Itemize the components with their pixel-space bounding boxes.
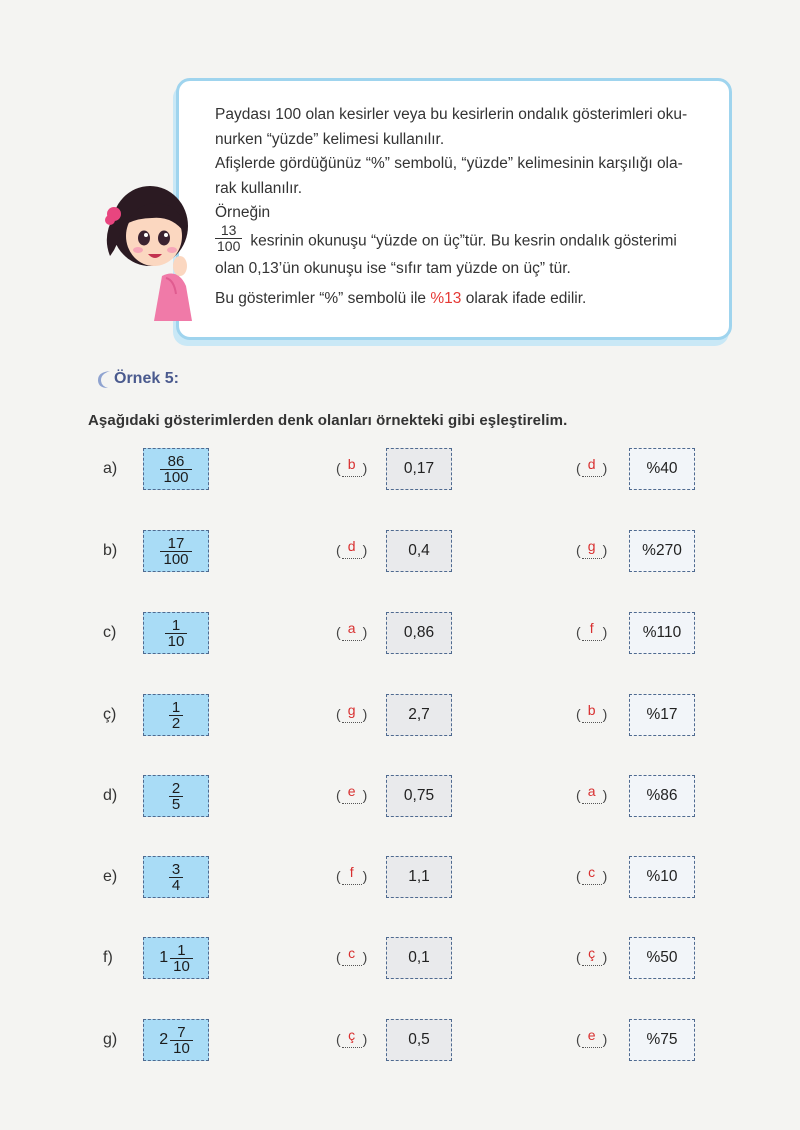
- percent-value: %110: [642, 624, 682, 641]
- fraction: [160, 454, 191, 485]
- row-label: e): [103, 868, 118, 885]
- row-label: g): [103, 1031, 118, 1048]
- numerator: 2: [171, 779, 181, 797]
- percent-answer: e: [581, 1028, 603, 1042]
- numerator: 17: [167, 534, 185, 552]
- percent-answer: c: [581, 865, 603, 879]
- percent-value: %10: [646, 868, 678, 885]
- fraction-value: [165, 618, 188, 649]
- fraction-box: [143, 856, 209, 898]
- percent-answer: g: [581, 539, 603, 553]
- info-line-8-pre: Bu gösterimler “%” sembolü ile: [215, 290, 427, 307]
- girl-illustration: [100, 176, 196, 321]
- percent-value: %86: [646, 787, 678, 804]
- percent-box: [629, 448, 695, 490]
- fraction: [160, 536, 191, 567]
- info-line-1: Paydası 100 olan kesirler veya bu kesirlerin ondalık gösterimleri oku-: [215, 106, 688, 123]
- decimal-value: 2,7: [408, 706, 430, 723]
- denominator: 4: [169, 877, 183, 893]
- percent-box: [629, 937, 695, 979]
- percent-example: %13: [430, 290, 462, 307]
- decimal-box: [386, 1019, 452, 1061]
- row-label: b): [103, 542, 118, 559]
- fraction-box: [143, 775, 209, 817]
- example-numerator: 13: [220, 221, 237, 238]
- decimal-answer-slot[interactable]: ( b ): [336, 456, 368, 476]
- percent-box: [629, 694, 695, 736]
- fraction-value: [160, 454, 191, 485]
- decimal-answer-slot[interactable]: ( e ): [336, 783, 368, 803]
- fraction: [169, 862, 183, 893]
- decimal-answer: d: [341, 539, 363, 553]
- decimal-value: 0,5: [408, 1031, 430, 1048]
- denominator: 5: [169, 796, 183, 812]
- denominator: 2: [169, 715, 183, 731]
- info-example-line: [215, 221, 715, 257]
- percent-value: %75: [646, 1031, 678, 1048]
- numerator: 3: [171, 860, 181, 878]
- example-denominator: 100: [217, 237, 241, 254]
- whole-part: 2: [159, 1031, 169, 1048]
- numerator: 1: [171, 616, 181, 634]
- percent-box: [629, 856, 695, 898]
- decimal-value: 0,1: [408, 949, 430, 966]
- info-line-5: Örneğin: [215, 204, 271, 221]
- fraction-value: [169, 700, 183, 731]
- decimal-box: [386, 612, 452, 654]
- info-box: [176, 78, 732, 340]
- percent-answer-slot[interactable]: ( f ): [576, 620, 608, 640]
- decimal-value: 0,75: [403, 787, 435, 804]
- numerator: 7: [177, 1023, 186, 1041]
- row-label: c): [103, 624, 117, 641]
- percent-value: %50: [646, 949, 678, 966]
- decimal-value: 0,17: [403, 460, 435, 477]
- decimal-box: [386, 448, 452, 490]
- decimal-answer-slot[interactable]: ( f ): [336, 864, 368, 884]
- fraction-value: [169, 781, 183, 812]
- decimal-answer-slot[interactable]: ( c ): [336, 945, 368, 965]
- percent-answer-slot[interactable]: ( c ): [576, 864, 608, 884]
- row-label: ç): [103, 706, 117, 723]
- decimal-answer-slot[interactable]: ( ç ): [336, 1027, 368, 1047]
- percent-box: [629, 1019, 695, 1061]
- fraction-value: [159, 1025, 193, 1056]
- percent-answer-slot[interactable]: ( ç ): [576, 945, 608, 965]
- info-line-8-post: olarak ifade edilir.: [465, 290, 587, 307]
- decimal-value: 0,86: [403, 624, 435, 641]
- percent-answer-slot[interactable]: ( g ): [576, 538, 608, 558]
- percent-answer: d: [581, 457, 603, 471]
- swoosh-icon: [96, 368, 112, 390]
- percent-value: %40: [646, 460, 678, 477]
- percent-answer: f: [581, 621, 603, 635]
- percent-box: [629, 612, 695, 654]
- fraction: [165, 618, 188, 649]
- decimal-answer: e: [341, 784, 363, 798]
- fraction-value: [160, 536, 191, 567]
- decimal-answer-slot[interactable]: ( a ): [336, 620, 368, 640]
- denominator: 100: [160, 469, 191, 485]
- row-label: d): [103, 787, 118, 804]
- percent-answer-slot[interactable]: ( a ): [576, 783, 608, 803]
- fraction-box: [143, 1019, 209, 1061]
- percent-value: %17: [646, 706, 678, 723]
- numerator: 1: [177, 941, 186, 959]
- denominator: 100: [160, 551, 191, 567]
- example-heading-text: Örnek 5:: [114, 370, 179, 387]
- decimal-box: [386, 937, 452, 979]
- fraction-box: [143, 448, 209, 490]
- row-label: f): [103, 949, 113, 966]
- percent-answer: a: [581, 784, 603, 798]
- decimal-answer-slot[interactable]: ( d ): [336, 538, 368, 558]
- fraction: [170, 943, 193, 974]
- decimal-box: [386, 530, 452, 572]
- denominator: 10: [165, 633, 188, 649]
- fraction-value: [159, 943, 193, 974]
- percent-answer: ç: [581, 946, 603, 960]
- example-heading: [96, 368, 179, 390]
- percent-box: [629, 530, 695, 572]
- info-line-7: olan 0,13’ün okunuşu ise “sıfır tam yüzde on üç” tür.: [215, 259, 571, 277]
- decimal-answer: ç: [341, 1028, 363, 1042]
- info-line-8: [215, 287, 715, 312]
- fraction: [169, 700, 183, 731]
- decimal-box: [386, 856, 452, 898]
- decimal-answer: b: [341, 457, 363, 471]
- info-line-2: nurken “yüzde” kelimesi kullanılır.: [215, 130, 445, 148]
- fraction-box: [143, 530, 209, 572]
- denominator: 10: [170, 1040, 193, 1056]
- decimal-answer: f: [341, 865, 363, 879]
- percent-answer-slot[interactable]: ( e ): [576, 1027, 608, 1047]
- fraction-box: [143, 937, 209, 979]
- info-line-4: rak kullanılır.: [215, 179, 303, 197]
- fraction-box: [143, 612, 209, 654]
- percent-answer: b: [581, 703, 603, 717]
- decimal-answer-slot[interactable]: ( g ): [336, 702, 368, 722]
- info-line-6: kesrinin okunuşu “yüzde on üç”tür. Bu kesrin ondalık gösterimi: [250, 232, 677, 250]
- percent-answer-slot[interactable]: ( d ): [576, 456, 608, 476]
- percent-value: %270: [642, 542, 682, 559]
- decimal-value: 1,1: [408, 868, 430, 885]
- numerator: 86: [167, 452, 185, 470]
- fraction-box: [143, 694, 209, 736]
- decimal-box: [386, 694, 452, 736]
- fraction: [170, 1025, 193, 1056]
- percent-answer-slot[interactable]: ( b ): [576, 702, 608, 722]
- percent-box: [629, 775, 695, 817]
- numerator: 1: [171, 698, 181, 716]
- decimal-box: [386, 775, 452, 817]
- fraction: [169, 781, 183, 812]
- example-fraction: [215, 223, 242, 254]
- row-label: a): [103, 460, 118, 477]
- fraction-value: [169, 862, 183, 893]
- info-line-3: Afişlerde gördüğünüz “%” sembolü, “yüzde” kelimesinin karşılığı ola-: [215, 155, 683, 172]
- whole-part: 1: [159, 949, 169, 966]
- instruction-text: Aşağıdaki gösterimlerden denk olanları örnekteki gibi eşleştirelim.: [88, 412, 568, 429]
- decimal-answer: c: [341, 946, 363, 960]
- decimal-value: 0,4: [408, 542, 430, 559]
- denominator: 10: [170, 958, 193, 974]
- decimal-answer: a: [341, 621, 363, 635]
- decimal-answer: g: [341, 703, 363, 717]
